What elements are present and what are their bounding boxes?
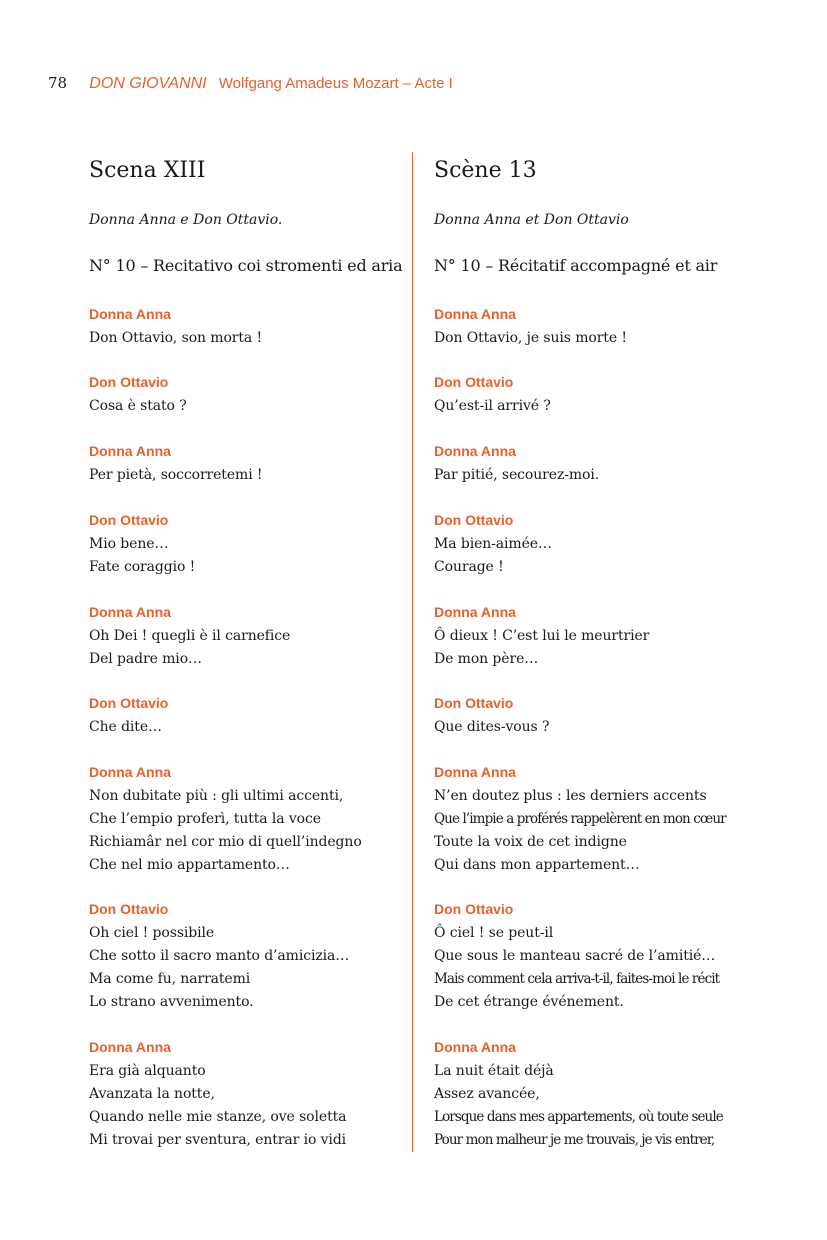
dialogue-line: Che sotto il sacro manto d’amicizia…: [89, 948, 350, 964]
dialogue-line: Que l’impie a proférés rappelèrent en mon cœur: [434, 811, 726, 827]
dialogue-line: Ô ciel ! se peut-il: [434, 925, 554, 941]
speaker-name: Don Ottavio: [89, 512, 169, 528]
dialogue-line: Pour mon malheur je me trouvais, je vis entrer,: [434, 1132, 715, 1148]
dialogue-line: Ma bien-aimée…: [434, 536, 552, 552]
dialogue-line: Lo strano avvenimento.: [89, 994, 254, 1010]
dialogue-line: Che nel mio appartamento…: [89, 857, 290, 873]
dialogue-line: Del padre mio…: [89, 651, 202, 667]
work-subtitle: Wolfgang Amadeus Mozart – Acte I: [218, 75, 453, 92]
dialogue-line: Courage !: [434, 559, 504, 575]
dialogue-block: [434, 1037, 723, 1152]
dialogue-block: [434, 762, 726, 877]
speaker-name: Don Ottavio: [89, 695, 169, 711]
speaker-name: Donna Anna: [434, 443, 516, 459]
dialogue-line: Qui dans mon appartement…: [434, 857, 640, 873]
dialogue-block: [89, 899, 349, 1014]
dialogue-line: Fate coraggio !: [89, 559, 196, 575]
page-number: 78: [48, 74, 68, 92]
speaker-name: Donna Anna: [434, 306, 516, 322]
speaker-name: Don Ottavio: [434, 374, 514, 390]
dialogue-block: [434, 602, 649, 671]
dialogue-line: Assez avancée,: [434, 1086, 540, 1102]
dialogue-block: [89, 510, 195, 579]
dialogue-line: La nuit était déjà: [434, 1063, 554, 1079]
dialogue-line: Don Ottavio, je suis morte !: [434, 330, 627, 346]
dialogue-line: Mi trovai per sventura, entrar io vidi: [89, 1132, 347, 1148]
speaker-name: Don Ottavio: [434, 695, 514, 711]
dialogue-block: [89, 304, 262, 350]
dialogue-line: Quando nelle mie stanze, ove soletta: [89, 1109, 347, 1125]
speaker-name: Don Ottavio: [434, 901, 514, 917]
dialogue-line: Qu’est-il arrivé ?: [434, 398, 551, 414]
dialogue-line: Avanzata la notte,: [89, 1086, 215, 1102]
dialogue-line: Don Ottavio, son morta !: [89, 330, 263, 346]
dialogue-block: [434, 693, 549, 739]
dialogue-line: Mais comment cela arriva-t-il, faites-moi le récit: [434, 971, 720, 987]
speaker-name: Donna Anna: [89, 443, 171, 459]
dialogue-line: Non dubitate più : gli ultimi accenti,: [89, 788, 344, 804]
dialogue-line: Ma come fu, narratemi: [89, 971, 251, 987]
dialogue-line: N’en doutez plus : les derniers accents: [434, 788, 707, 804]
dialogue-line: Que sous le manteau sacré de l’amitié…: [434, 948, 716, 964]
speaker-name: Donna Anna: [89, 604, 171, 620]
dialogue-line: De cet étrange événement.: [434, 994, 624, 1010]
scene-characters: Donna Anna e Don Ottavio.: [89, 212, 283, 228]
dialogue-block: [434, 441, 599, 487]
dialogue-line: Que dites-vous ?: [434, 719, 550, 735]
dialogue-line: Oh ciel ! possibile: [89, 925, 215, 941]
dialogue-line: Era già alquanto: [89, 1063, 206, 1079]
column-divider: [412, 152, 413, 1152]
dialogue-block: [89, 372, 187, 418]
speaker-name: Donna Anna: [89, 306, 171, 322]
number-title: N° 10 – Recitativo coi stromenti ed aria: [89, 256, 403, 275]
dialogue-line: Per pietà, soccorretemi !: [89, 467, 263, 483]
speaker-name: Donna Anna: [434, 604, 516, 620]
speaker-name: Donna Anna: [434, 764, 516, 780]
speaker-name: Donna Anna: [434, 1039, 516, 1055]
dialogue-block: [434, 304, 627, 350]
dialogue-line: Oh Dei ! quegli è il carnefice: [89, 628, 291, 644]
dialogue-block: [89, 441, 262, 487]
dialogue-line: Che dite…: [89, 719, 162, 735]
speaker-name: Donna Anna: [89, 1039, 171, 1055]
dialogue-block: [89, 693, 168, 739]
scene-title: Scena XIII: [89, 158, 206, 183]
scene-characters: Donna Anna et Don Ottavio: [434, 212, 629, 228]
dialogue-block: [434, 372, 551, 418]
dialogue-line: Mio bene…: [89, 536, 169, 552]
work-title: DON GIOVANNI: [89, 75, 207, 92]
dialogue-line: Toute la voix de cet indigne: [434, 834, 627, 850]
dialogue-block: [89, 762, 362, 877]
dialogue-line: Lorsque dans mes appartements, où toute seule: [434, 1109, 723, 1125]
speaker-name: Don Ottavio: [434, 512, 514, 528]
dialogue-block: [89, 602, 290, 671]
dialogue-line: Cosa è stato ?: [89, 398, 187, 414]
dialogue-line: Richiamâr nel cor mio di quell’indegno: [89, 834, 362, 850]
number-title: N° 10 – Récitatif accompagné et air: [434, 256, 718, 275]
dialogue-line: Ô dieux ! C’est lui le meurtrier: [434, 628, 650, 644]
dialogue-block: [434, 899, 719, 1014]
speaker-name: Don Ottavio: [89, 901, 169, 917]
speaker-name: Don Ottavio: [89, 374, 169, 390]
dialogue-block: [434, 510, 552, 579]
dialogue-line: Par pitié, secourez-moi.: [434, 467, 600, 483]
running-header: [48, 73, 453, 94]
speaker-name: Donna Anna: [89, 764, 171, 780]
dialogue-line: De mon père…: [434, 651, 539, 667]
dialogue-line: Che l’empio proferì, tutta la voce: [89, 811, 321, 827]
dialogue-block: [89, 1037, 346, 1152]
scene-title: Scène 13: [434, 158, 537, 183]
